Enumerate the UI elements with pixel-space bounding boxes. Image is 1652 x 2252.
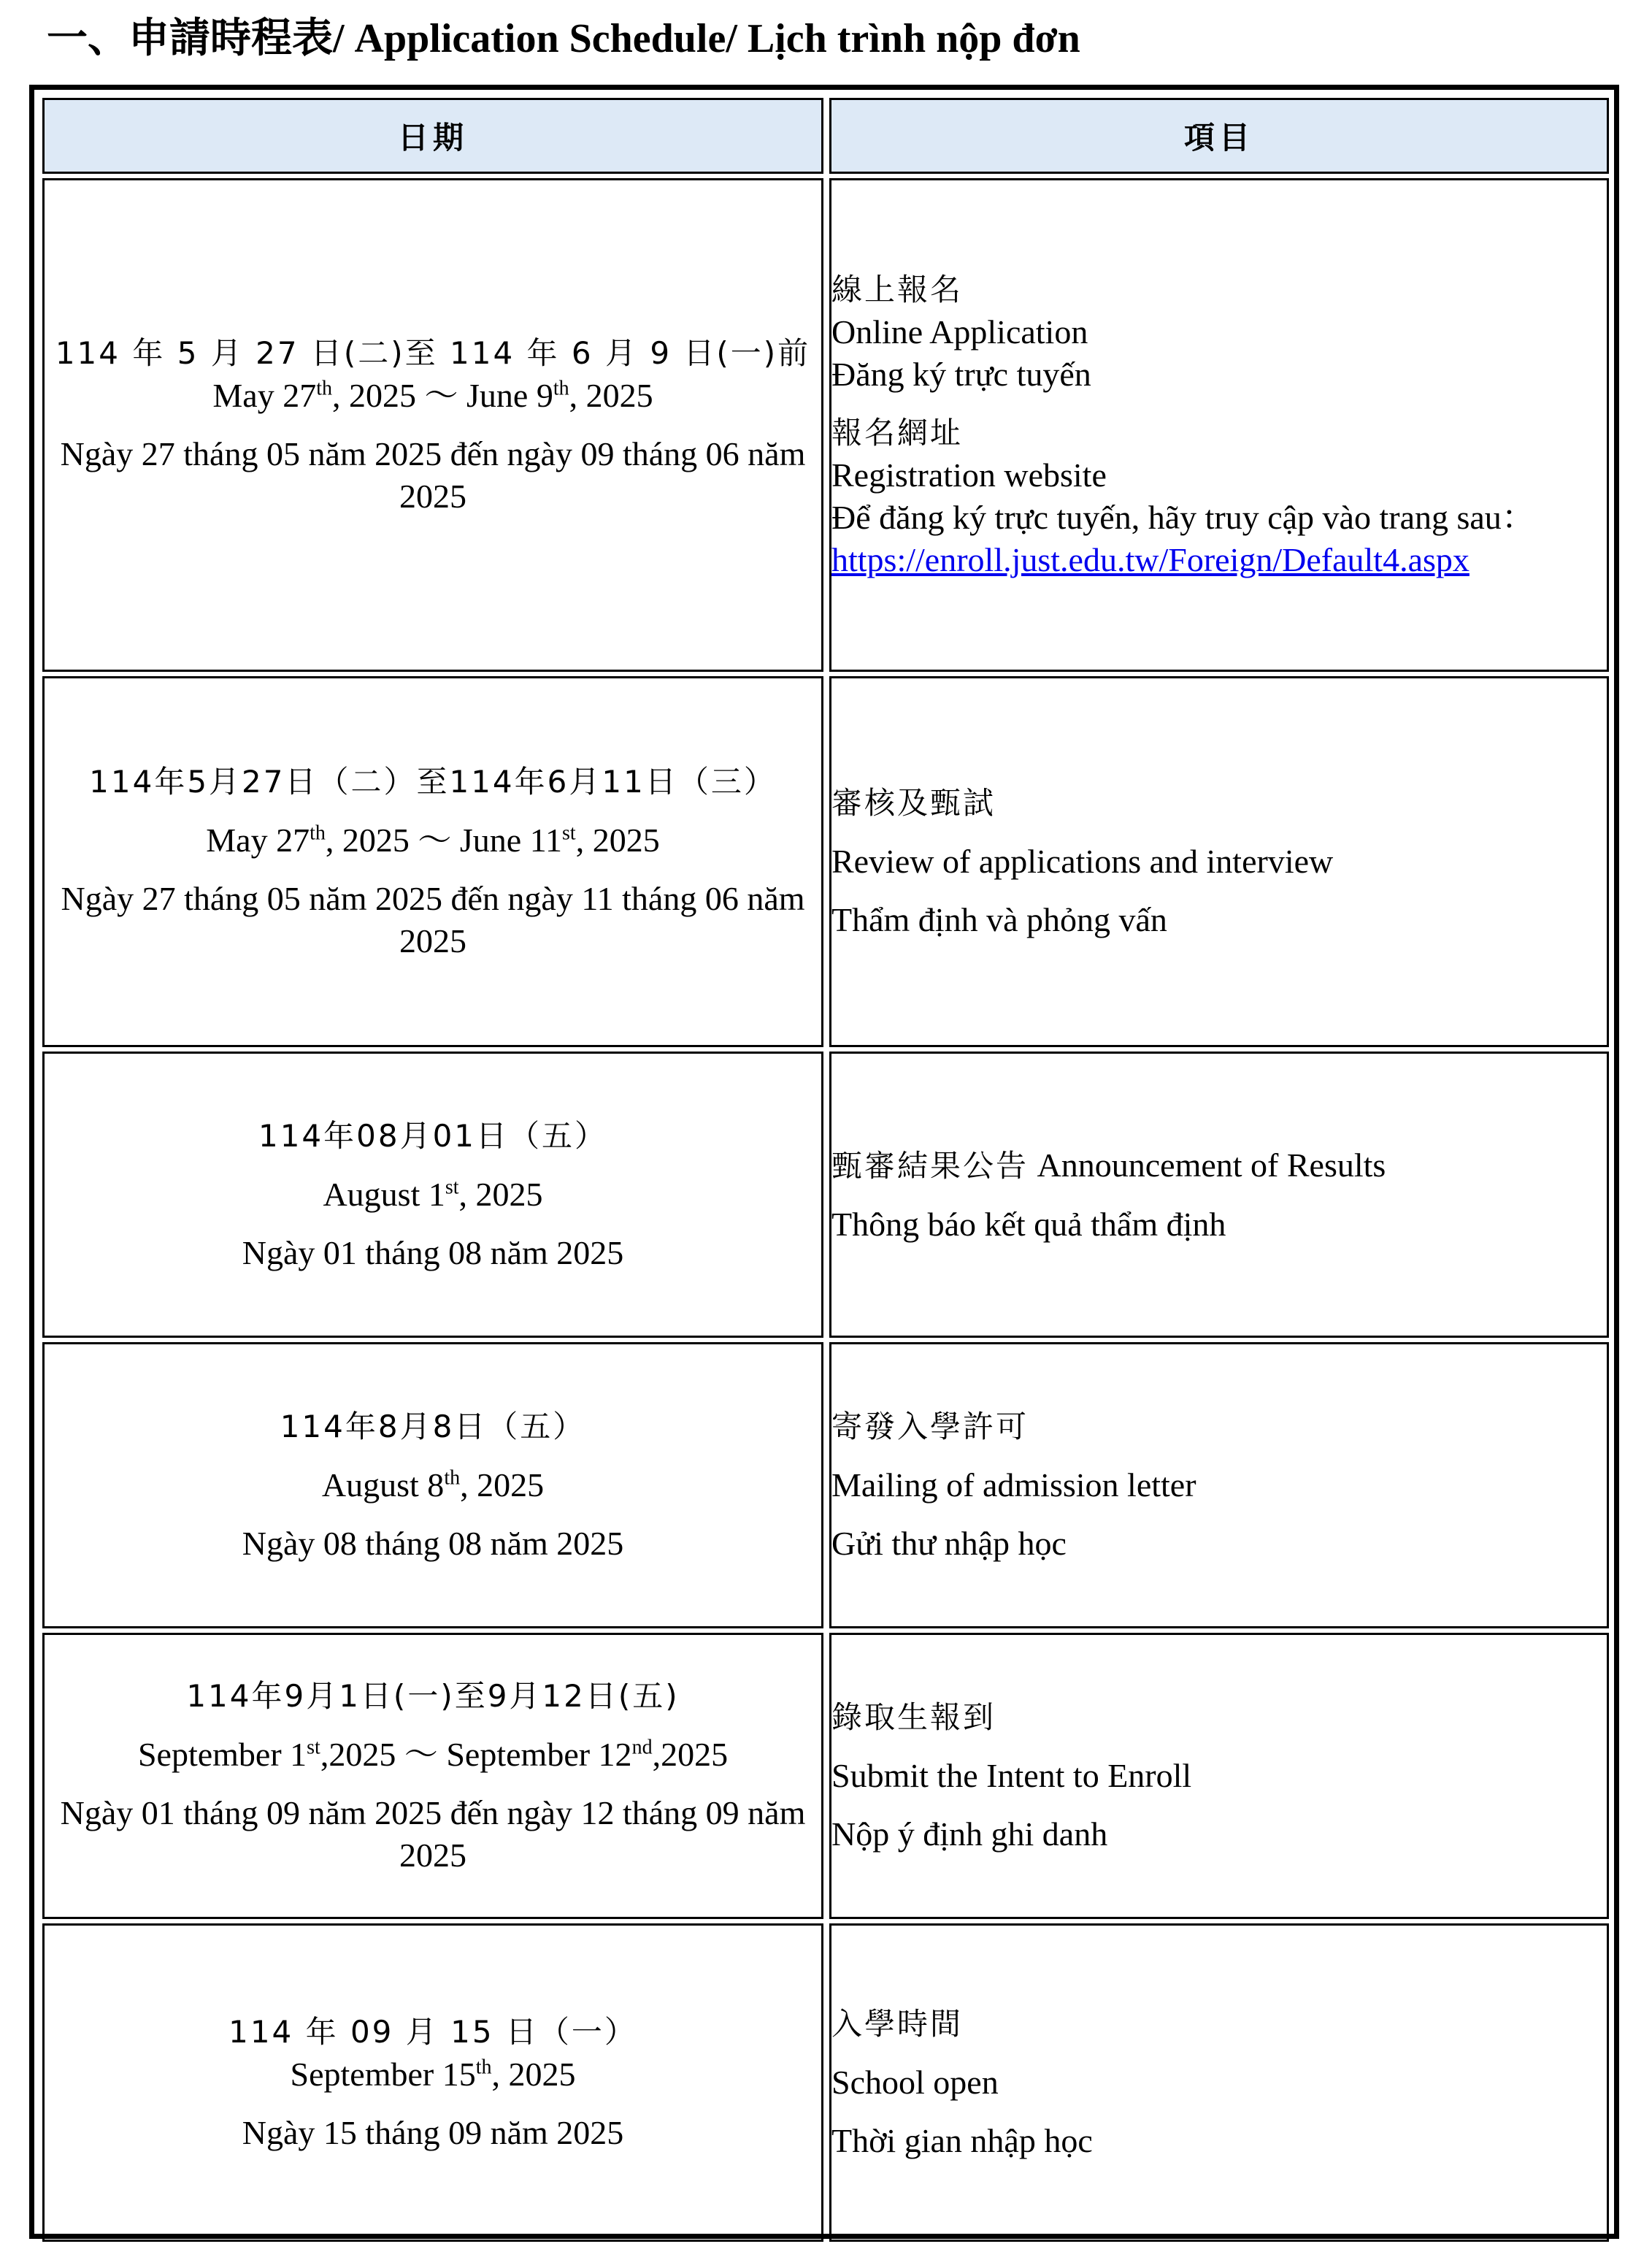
date-zh: 114年9月1日(一)至9月12日(五)	[186, 1678, 680, 1714]
date-en: May 27th, 2025 ～ June 9th, 2025	[212, 377, 653, 414]
heading-rest: / Application Schedule/ Lịch trình nộp đơn	[333, 16, 1080, 61]
item-cell	[829, 676, 1609, 1047]
registration-link[interactable]: https://enroll.just.edu.tw/Foreign/Default4.aspx	[831, 541, 1469, 578]
item-en: Review of applications and interview	[831, 843, 1334, 880]
date-en: August 1st, 2025	[323, 1176, 543, 1213]
date-vi: Ngày 27 tháng 05 năm 2025 đến ngày 11 tháng 06 năm 2025	[61, 880, 805, 960]
date-zh: 114年08月01日（五）	[258, 1118, 608, 1154]
column-header-item: 項目	[829, 98, 1609, 174]
schedule-table	[37, 93, 1615, 2246]
date-vi: Ngày 15 tháng 09 năm 2025	[242, 2114, 624, 2151]
date-en: May 27th, 2025 ～ June 11st, 2025	[206, 821, 660, 859]
item-cell	[829, 1923, 1609, 2242]
item-zh: 寄發入學許可	[831, 1409, 1029, 1444]
date-vi: Ngày 08 tháng 08 năm 2025	[242, 1525, 624, 1562]
item-en: Online Application	[831, 313, 1088, 351]
date-cell	[42, 1342, 823, 1628]
table-row	[42, 1923, 1609, 2242]
item-vi: Đăng ký trực tuyến	[831, 356, 1091, 393]
date-en: September 15th, 2025	[290, 2056, 576, 2093]
table-header-row	[42, 98, 1609, 174]
table-row	[42, 1342, 1609, 1628]
table-row	[42, 1052, 1609, 1338]
date-zh: 114 年 09 月 15 日（一）	[228, 2014, 637, 2050]
item-cell	[829, 178, 1609, 672]
page-heading	[47, 6, 1080, 72]
item-vi: Gửi thư nhập học	[831, 1525, 1067, 1562]
column-header-date: 日期	[42, 98, 823, 174]
website-label-en: Registration website	[831, 456, 1107, 494]
item-vi: Nộp ý định ghi danh	[831, 1815, 1108, 1853]
date-zh: 114年5月27日（二）至114年6月11日（三）	[89, 764, 777, 800]
date-cell	[42, 1633, 823, 1919]
table-row	[42, 178, 1609, 672]
website-label-vi: Để đăng ký trực tuyến, hãy truy cập vào trang sau：	[831, 499, 1535, 536]
date-vi: Ngày 27 tháng 05 năm 2025 đến ngày 09 tháng 06 năm 2025	[60, 435, 806, 515]
table-row	[42, 676, 1609, 1047]
item-zh: 審核及甄試	[831, 785, 996, 821]
date-cell	[42, 178, 823, 672]
item-cell	[829, 1052, 1609, 1338]
date-zh: 114 年 5 月 27 日(二)至 114 年 6 月 9 日(一)前	[55, 335, 811, 371]
item-vi: Thời gian nhập học	[831, 2122, 1093, 2159]
date-en: September 1st,2025 ～ September 12nd,2025	[137, 1736, 729, 1773]
item-zh: 線上報名	[831, 272, 964, 307]
date-zh: 114年8月8日（五）	[280, 1409, 586, 1444]
item-vi: Thông báo kết quả thẩm định	[831, 1205, 1226, 1243]
item-en: School open	[831, 2064, 999, 2101]
item-zh: 入學時間	[831, 2006, 964, 2042]
table-row	[42, 1633, 1609, 1919]
heading-zh: 一、申請時程表	[47, 16, 333, 61]
item-zh: 錄取生報到	[831, 1699, 996, 1735]
date-cell	[42, 1923, 823, 2242]
item-title: 甄審結果公告 Announcement of Results	[831, 1146, 1386, 1184]
item-cell	[829, 1633, 1609, 1919]
date-cell	[42, 1052, 823, 1338]
website-label-zh: 報名網址	[831, 415, 964, 451]
item-en: Mailing of admission letter	[831, 1466, 1196, 1504]
item-en: Submit the Intent to Enroll	[831, 1757, 1192, 1794]
date-vi: Ngày 01 tháng 08 năm 2025	[242, 1234, 624, 1271]
date-en: August 8th, 2025	[321, 1466, 545, 1504]
item-vi: Thẩm định và phỏng vấn	[831, 901, 1167, 938]
item-cell	[829, 1342, 1609, 1628]
date-cell	[42, 676, 823, 1047]
date-vi: Ngày 01 tháng 09 năm 2025 đến ngày 12 tháng 09 năm 2025	[60, 1794, 806, 1874]
